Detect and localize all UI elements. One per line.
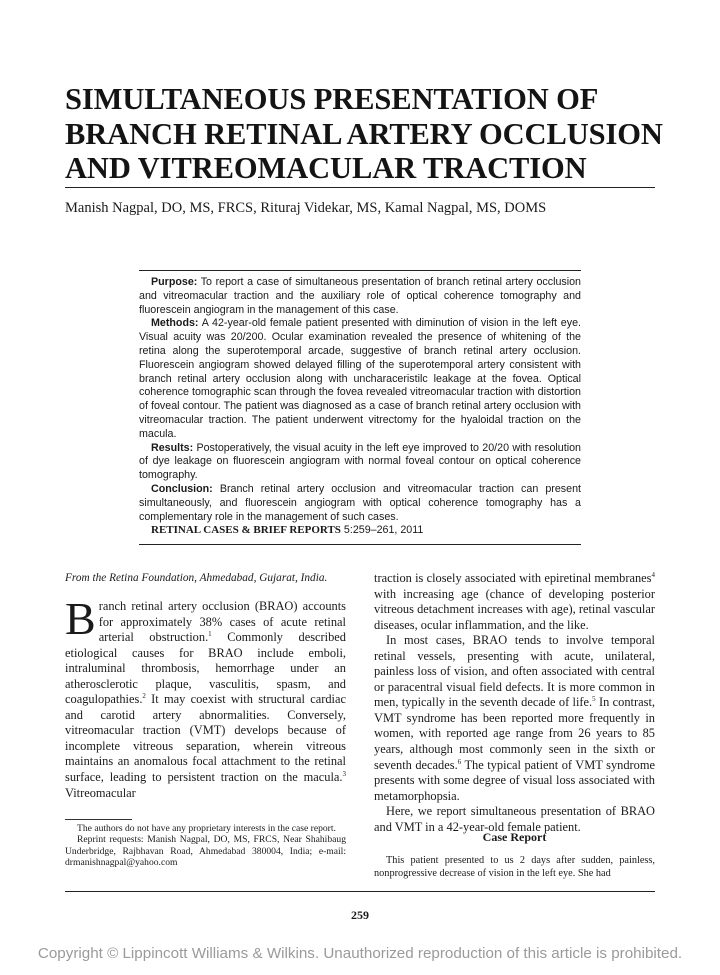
citation-ref[interactable]: 5 [592, 695, 596, 704]
article-title [65, 82, 665, 186]
body-paragraph [374, 633, 655, 804]
affiliation: From the Retina Foundation, Ahmedabad, Gujarat, India. [65, 572, 328, 584]
footnote [65, 823, 346, 868]
body-paragraph [374, 571, 655, 633]
citation-ref[interactable]: 6 [457, 757, 462, 766]
abstract-conclusion [139, 483, 581, 524]
title-line: SIMULTANEOUS PRESENTATION OF [65, 82, 599, 116]
body-text: In most cases, BRAO tends to involve temporal retinal vessels, presenting with acute, unilateral, painless loss of vision, and often associated with central or paracentral visual field defects. It is more common in men, typically in the seventh decade of life. [374, 633, 655, 710]
title-line: AND VITREOMACULAR TRACTION [65, 151, 587, 185]
abstract-bottom-rule [139, 544, 581, 545]
citation-ref[interactable]: 4 [651, 570, 655, 579]
conclusion-label: Conclusion: [151, 482, 213, 495]
purpose-text: To report a case of simultaneous presentation of branch retinal artery occlusion and vitreomacular traction and the auxiliary role of optical coherence tomography and fluorescein angiogram in the management of this case. [139, 276, 582, 316]
citation-ref[interactable]: 2 [142, 692, 146, 701]
body-paragraph: Here, we report simultaneous presentation of BRAO and VMT in a 42-year-old female patient. [374, 804, 655, 834]
footnote-divider [65, 819, 132, 820]
body-text: Commonly described etiological causes for BRAO include emboli, intraluminal thrombosis, hemorrhage under an atherosclerotic plaque, vasculitis, spasm, and coagulopathies. [65, 630, 347, 707]
intro-paragraph [65, 593, 347, 801]
body-column-left [65, 593, 347, 801]
drop-cap: B [65, 593, 96, 644]
abstract-purpose [139, 276, 581, 317]
footnote-reprint: Reprint requests: Manish Nagpal, DO, MS, FRCS, Near Shahibaug Underbridge, Rajbhavan Road, Ahmedabad 380004, India; e-mail: drmanishnagpal@yahoo.com [65, 834, 346, 868]
body-column-right [374, 571, 655, 835]
body-text: traction is closely associated with epiretinal membranes [374, 571, 652, 585]
methods-text: A 42-year-old female patient presented with diminution of vision in the left eye. Visual acuity was 20/200. Ocular examination revealed the presence of whitening of the retina along the superotemporal arcade, suggestive of branch retinal artery occlusion. Fluorescein angiogram showed delayed filling of the superotemporal artery consistent with branch retinal artery occlusion along with uncharaceristilc leakage at the fovea. Optical coherence tomographic scan through the fovea revealed vitreomacular traction with distortion of foveal contour. The patient was diagnosed as a case of branch retinal artery occlusion with vitreomacular traction. The patient underwent vitrectomy for the hyaloidal traction on the macula. [139, 317, 581, 440]
abstract-top-rule [139, 270, 581, 271]
citation-ref[interactable]: 1 [208, 629, 212, 638]
page-number: 259 [351, 908, 369, 922]
citation-ref: 5:259–261, 2011 [343, 524, 424, 537]
body-text: Vitreomacular [65, 785, 136, 800]
author-list: Manish Nagpal, DO, MS, FRCS, Rituraj Videkar, MS, Kamal Nagpal, MS, DOMS [65, 200, 547, 216]
case-report-text: This patient presented to us 2 days after sudden, painless, nonprogressive decrease of vision in the left eye. She had [374, 855, 655, 879]
citation-ref[interactable]: 3 [342, 769, 346, 778]
body-text: The typical patient of VMT syndrome presents with some degree of visual loss associated with metamorphopsia. [374, 757, 655, 803]
body-text: In contrast, VMT syndrome has been reported more frequently in women, with reported age range from 26 years to 85 years, although most commonly seen in the sixth or seventh decades. [374, 695, 655, 772]
section-heading: Case Report [482, 830, 547, 844]
results-text: Postoperatively, the visual acuity in the left eye improved to 20/20 with resolution of dye leakage on fluorescein angiogram with normal foveal contour on optical coherence tomography. [139, 441, 581, 482]
body-text: It may coexist with structural cardiac and carotid artery abnormalities. Conversely, vitreomacular traction (VMT) develops because of incomplete vitreous separation, wherein vitreous maintains an anomalous focal attachment to the retinal surface, leading to persistent traction on the macula. [65, 692, 346, 785]
abstract [139, 276, 581, 538]
citation-journal: RETINAL CASES & BRIEF REPORTS [151, 524, 341, 537]
body-text: ranch retinal artery occlusion (BRAO) accounts for approximately 38% cases of acute retinal arterial obstruction. [98, 599, 346, 645]
abstract-citation [139, 524, 581, 538]
body-text: with increasing age (chance of developing posterior vitreous detachment increases with age), retinal vascular diseases, ocular inflammation, and the like. [374, 586, 655, 632]
page-bottom-rule [65, 891, 655, 892]
abstract-results [139, 442, 581, 483]
copyright-notice: Copyright © Lippincott Williams & Wilkins. Unauthorized reproduction of this article is prohibited. [37, 945, 683, 962]
title-line: BRANCH RETINAL ARTERY OCCLUSION [65, 116, 663, 151]
footnote-disclosure: The authors do not have any proprietary interests in the case report. [77, 823, 336, 834]
conclusion-text: Branch retinal artery occlusion and vitreomacular traction can present simultaneously, and fluorescein angiogram with optical coherence tomography has a complementary role in the management of such cases. [139, 482, 581, 523]
results-label: Results: [151, 441, 194, 454]
purpose-label: Purpose: [151, 276, 198, 288]
methods-label: Methods: [151, 317, 199, 330]
abstract-methods [139, 317, 581, 441]
title-divider [65, 187, 655, 188]
